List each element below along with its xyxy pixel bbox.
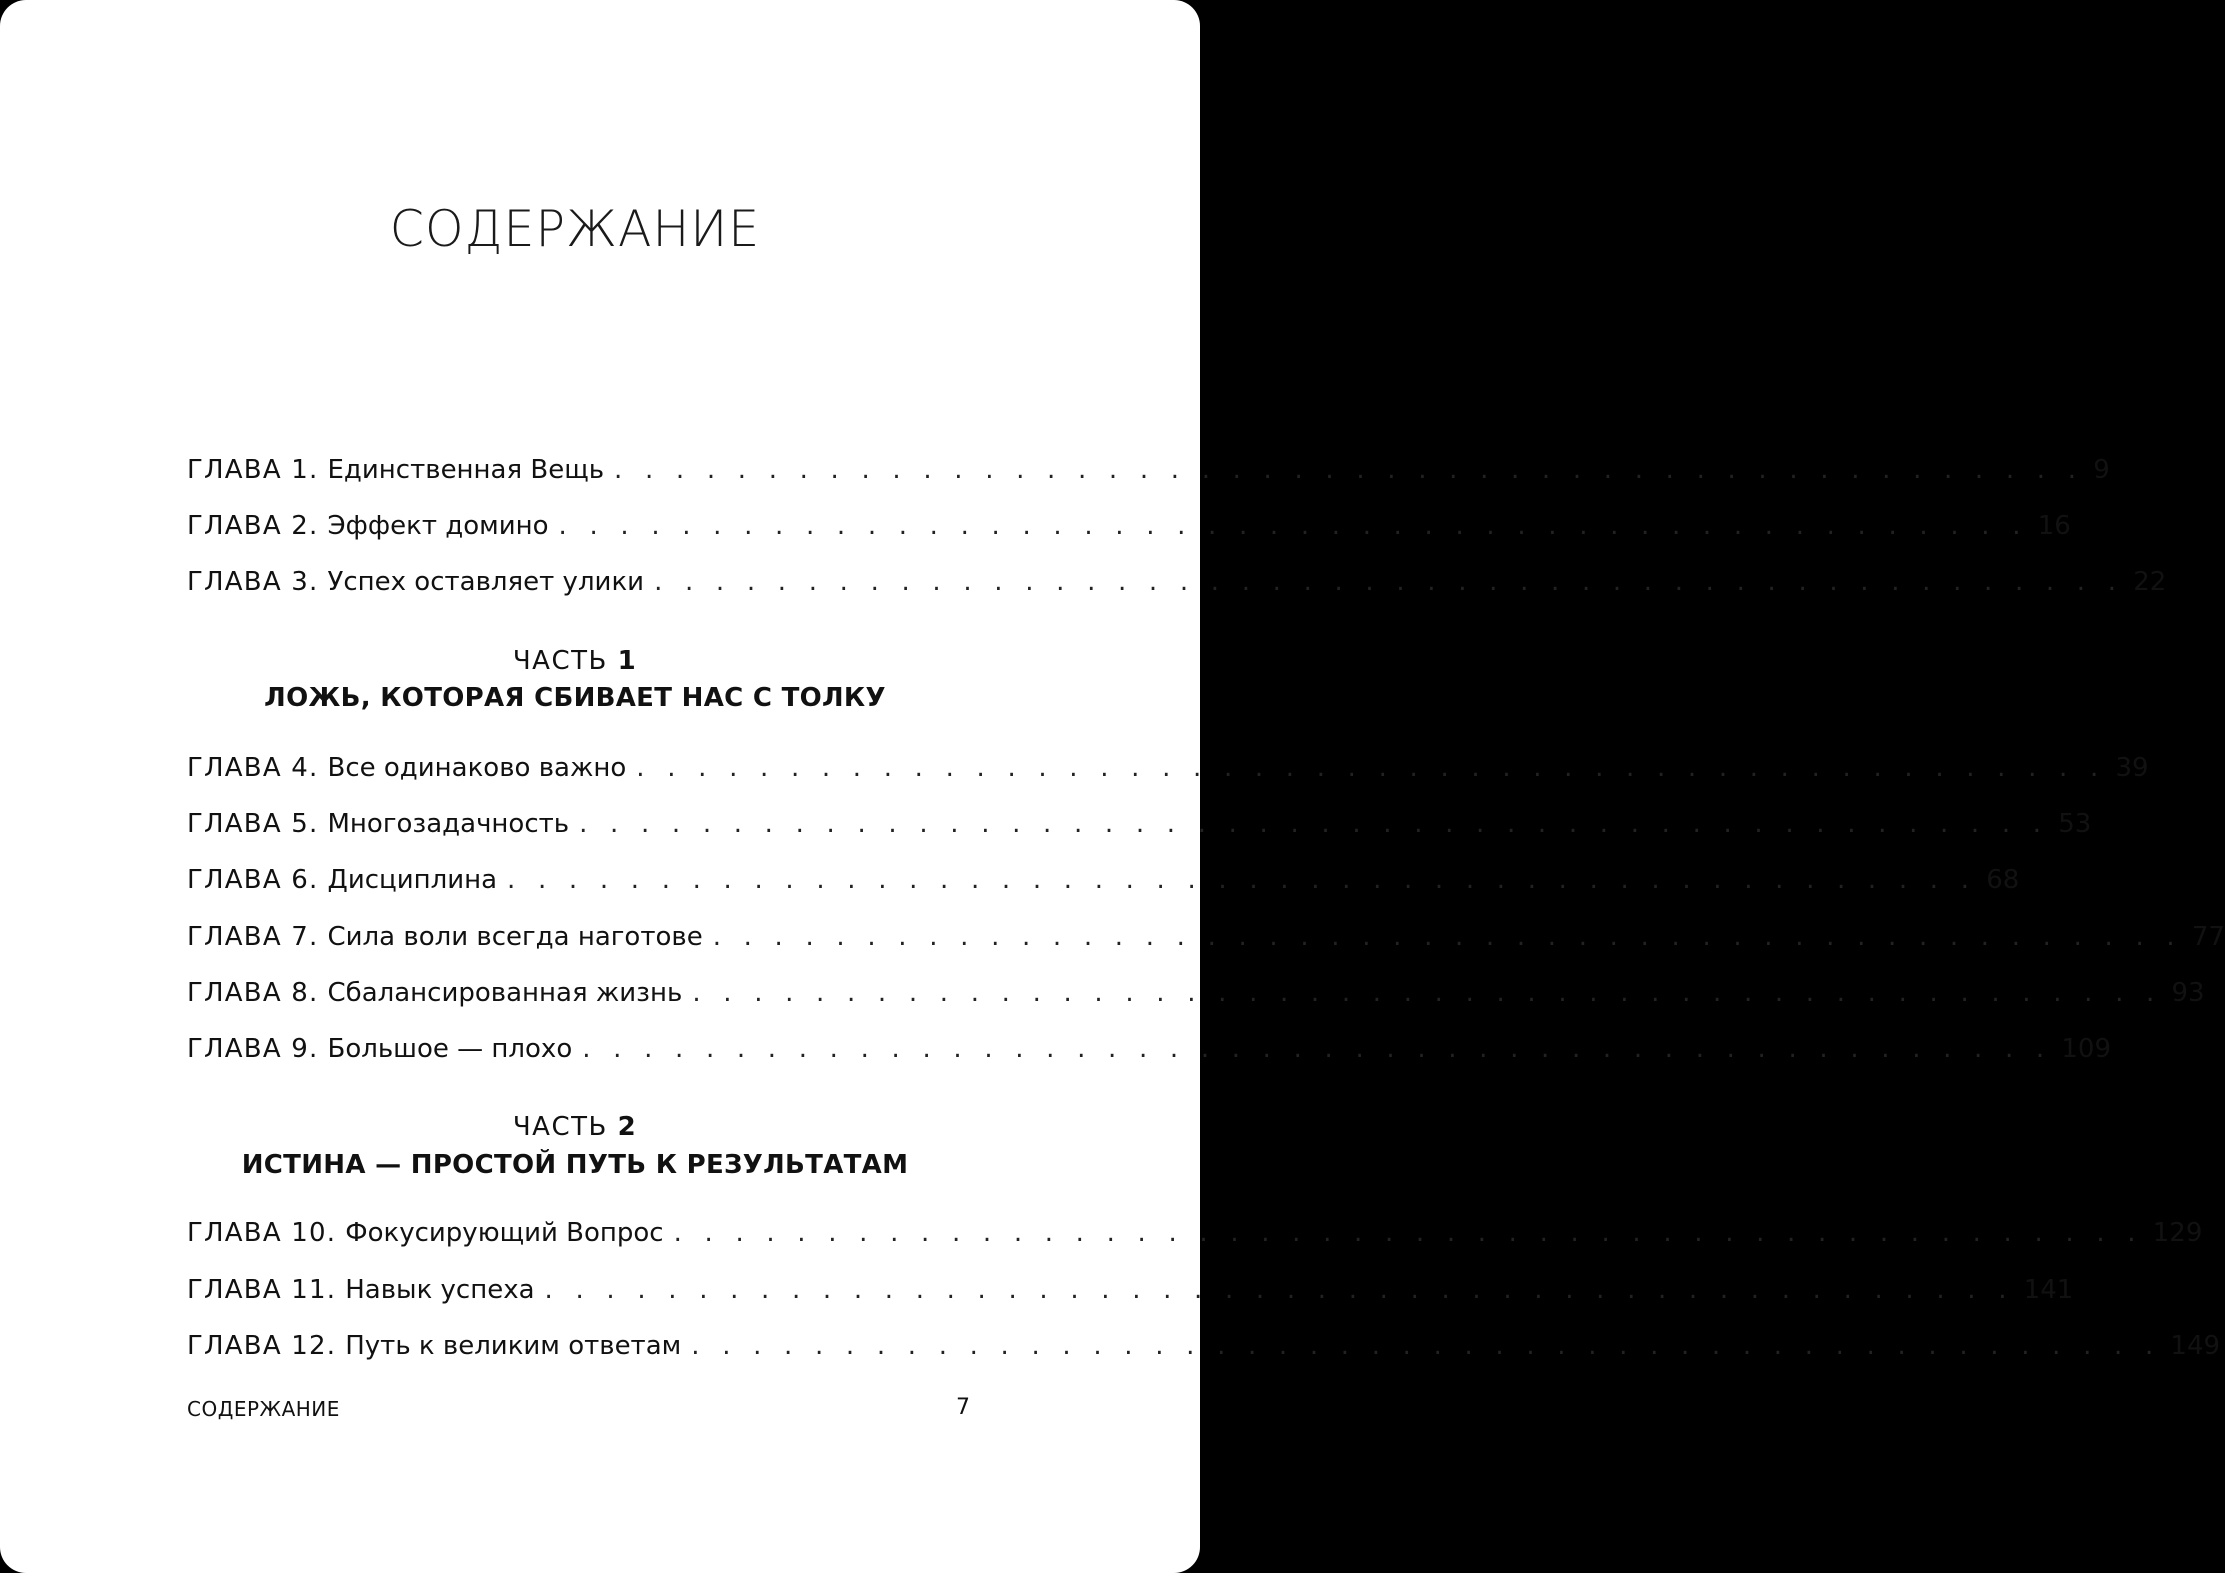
dot-leader: . . . . . . . . . . . . . . . . . . . . . . . . . . . . . . . . . . . . . . . . . . . . . . . . (582, 1034, 2052, 1064)
part-2-label (0, 1112, 1150, 1142)
part-1-label (0, 646, 1150, 676)
toc-entry (187, 860, 2020, 900)
dot-leader: . . . . . . . . . . . . . . . . . . . . . . . . . . . . . . . . . . . . . . . . . . . . . . . . (614, 455, 2084, 485)
chapter-name: Большое — плохо (327, 1034, 573, 1064)
chapter-name: Все одинаково важно (327, 753, 627, 783)
chapter-label: ГЛАВА 5. (187, 809, 319, 839)
running-footer-title: СОДЕРЖАНИЕ (187, 1397, 340, 1421)
page-number: 53 (2058, 809, 2092, 839)
chapter-label: ГЛАВА 2. (187, 511, 319, 541)
chapter-label: ГЛАВА 3. (187, 567, 319, 597)
chapter-name: Единственная Вещь (327, 455, 605, 485)
part-1-title: ЛОЖЬ, КОТОРАЯ СБИВАЕТ НАС С ТОЛКУ (264, 683, 886, 713)
dot-leader: . . . . . . . . . . . . . . . . . . . . . . . . . . . . . . . . . . . . . . . . . . . . . . . . (558, 511, 2028, 541)
toc-entry (187, 506, 2071, 546)
chapter-name: Путь к великим ответам (345, 1331, 682, 1361)
chapter-label: ГЛАВА 7. (187, 922, 319, 952)
chapter-label: ГЛАВА 6. (187, 865, 319, 895)
toc-entry (187, 973, 2205, 1013)
chapter-label: ГЛАВА 9. (187, 1034, 319, 1064)
dot-leader: . . . . . . . . . . . . . . . . . . . . . . . . . . . . . . . . . . . . . . . . . . . . . . . . (692, 978, 2162, 1008)
page-number: 109 (2061, 1034, 2112, 1064)
page-number: 39 (2115, 753, 2149, 783)
page-number: 149 (2170, 1331, 2221, 1361)
dot-leader: . . . . . . . . . . . . . . . . . . . . . . . . . . . . . . . . . . . . . . . . . . . . . . . . (636, 753, 2106, 783)
dot-leader: . . . . . . . . . . . . . . . . . . . . . . . . . . . . . . . . . . . . . . . . . . . . . . . . (579, 809, 2049, 839)
part-word: ЧАСТЬ (512, 646, 608, 676)
chapter-name: Фокусирующий Вопрос (345, 1218, 664, 1248)
part-number: 2 (617, 1112, 638, 1142)
chapter-label: ГЛАВА 8. (187, 978, 319, 1008)
chapter-name: Навык успеха (345, 1275, 535, 1305)
dot-leader: . . . . . . . . . . . . . . . . . . . . . . . . . . . . . . . . . . . . . . . . . . . . . . . . (507, 865, 1977, 895)
toc-entry (187, 1213, 2203, 1253)
page-title: СОДЕРЖАНИЕ (389, 200, 761, 258)
chapter-name: Сила воли всегда наготове (327, 922, 703, 952)
page-number: 93 (2171, 978, 2205, 1008)
chapter-label: ГЛАВА 12. (187, 1331, 337, 1361)
chapter-name: Сбалансированная жизнь (327, 978, 683, 1008)
part-2-title: ИСТИНА — ПРОСТОЙ ПУТЬ К РЕЗУЛЬТАТАМ (241, 1150, 909, 1180)
dot-leader: . . . . . . . . . . . . . . . . . . . . . . . . . . . . . . . . . . . . . . . . . . . . . . . . (673, 1218, 2143, 1248)
dot-leader: . . . . . . . . . . . . . . . . . . . . . . . . . . . . . . . . . . . . . . . . . . . . . . . . (654, 567, 2124, 597)
page-number: 77 (2191, 922, 2225, 952)
part-word: ЧАСТЬ (512, 1112, 608, 1142)
toc-entry (187, 450, 2110, 490)
dot-leader: . . . . . . . . . . . . . . . . . . . . . . . . . . . . . . . . . . . . . . . . . . . . . . . . (544, 1275, 2014, 1305)
toc-entry (187, 748, 2149, 788)
toc-entry (187, 1270, 2074, 1310)
chapter-name: Эффект домино (327, 511, 549, 541)
chapter-label: ГЛАВА 1. (187, 455, 319, 485)
page-number: 9 (2093, 455, 2110, 485)
chapter-label: ГЛАВА 10. (187, 1218, 337, 1248)
dot-leader: . . . . . . . . . . . . . . . . . . . . . . . . . . . . . . . . . . . . . . . . . . . . . . . . (712, 922, 2182, 952)
toc-entry (187, 917, 2225, 957)
page-number: 141 (2023, 1275, 2074, 1305)
chapter-label: ГЛАВА 4. (187, 753, 319, 783)
toc-entry (187, 562, 2167, 602)
dot-leader: . . . . . . . . . . . . . . . . . . . . . . . . . . . . . . . . . . . . . . . . . . . . . . . . (691, 1331, 2161, 1361)
toc-entry (187, 804, 2092, 844)
toc-entry (187, 1029, 2112, 1069)
page-number: 22 (2133, 567, 2167, 597)
page-number: 129 (2152, 1218, 2203, 1248)
chapter-label: ГЛАВА 11. (187, 1275, 337, 1305)
page-number: 16 (2037, 511, 2071, 541)
part-number: 1 (617, 646, 638, 676)
footer-page-number: 7 (956, 1395, 970, 1420)
chapter-name: Дисциплина (327, 865, 498, 895)
chapter-name: Многозадачность (327, 809, 570, 839)
chapter-name: Успех оставляет улики (327, 567, 645, 597)
toc-entry (187, 1326, 2221, 1366)
page-number: 68 (1986, 865, 2020, 895)
